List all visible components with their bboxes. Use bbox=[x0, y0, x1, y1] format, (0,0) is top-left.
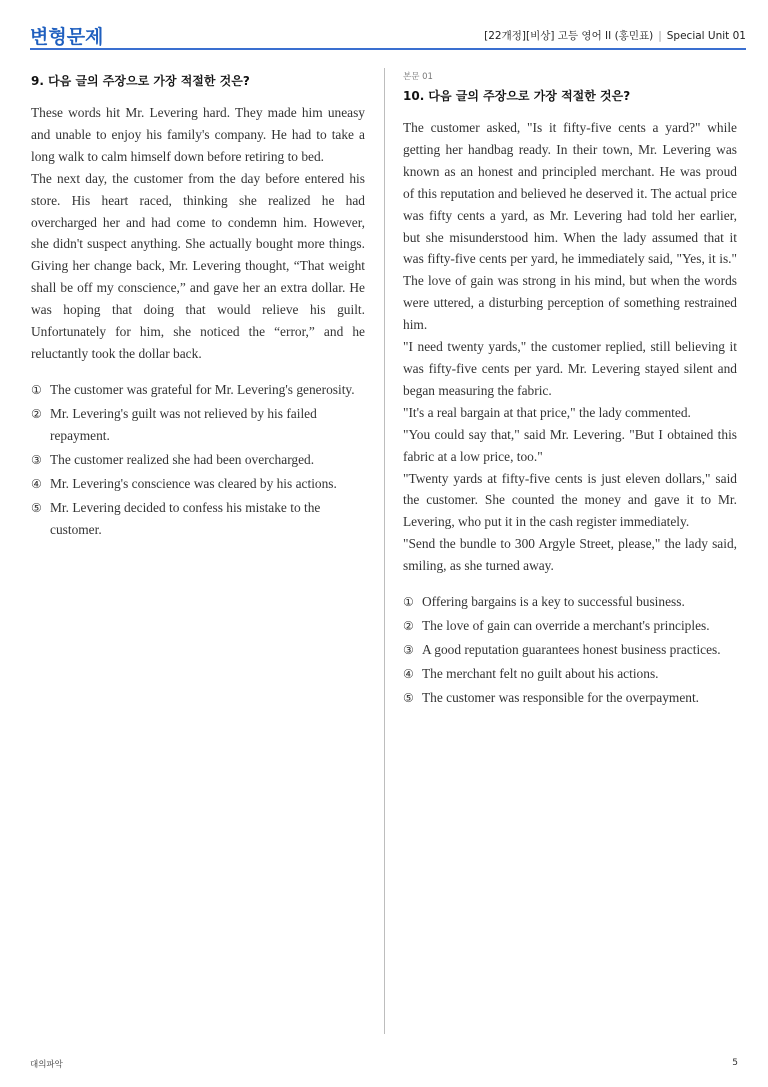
choice-number: ① bbox=[31, 382, 42, 397]
choice-number: ③ bbox=[31, 452, 42, 467]
choice-2[interactable] bbox=[31, 403, 365, 447]
passage-paragraph: "It's a real bargain at that price," the lady commented. bbox=[403, 404, 691, 420]
breadcrumb-separator: | bbox=[658, 30, 662, 42]
choice-text: Mr. Levering's conscience was cleared by his actions. bbox=[50, 475, 337, 491]
choice-number: ⑤ bbox=[403, 691, 414, 706]
choice-4[interactable] bbox=[403, 663, 737, 685]
brand-title: 변형문제 bbox=[30, 26, 104, 48]
page-number: 5 bbox=[732, 1058, 738, 1068]
question-9-passage bbox=[31, 102, 365, 365]
choice-text: Mr. Levering decided to confess his mistake to the customer. bbox=[50, 499, 321, 537]
choice-number: ② bbox=[403, 619, 414, 634]
choice-3[interactable] bbox=[31, 449, 365, 471]
passage-paragraph: These words hit Mr. Levering hard. They made him uneasy and unable to enjoy his family's company. He had to take a long walk to calm himself down before retiring to bed. bbox=[31, 105, 365, 164]
choice-3[interactable] bbox=[403, 639, 737, 661]
choice-text: A good reputation guarantees honest business practices. bbox=[422, 642, 721, 658]
choice-number: ② bbox=[31, 406, 42, 421]
question-10-choices bbox=[403, 591, 737, 709]
question-10-title: 10. 다음 글의 주장으로 가장 적절한 것은? bbox=[403, 89, 631, 103]
course-name: [22개정][비상] 고등 영어 II (홍민표) bbox=[484, 30, 654, 42]
choice-text: The customer realized she had been overcharged. bbox=[50, 451, 315, 467]
question-9-choices bbox=[31, 379, 365, 541]
column-divider bbox=[384, 68, 385, 1034]
choice-number: ④ bbox=[403, 667, 414, 682]
page-header bbox=[30, 22, 746, 48]
choice-5[interactable] bbox=[31, 497, 365, 541]
question-10 bbox=[403, 70, 737, 711]
question-9 bbox=[31, 70, 365, 543]
choice-1[interactable] bbox=[403, 591, 737, 613]
passage-paragraph: "Send the bundle to 300 Argyle Street, please," the lady said, smiling, as she turned away. bbox=[403, 536, 737, 574]
passage-paragraph: "You could say that," said Mr. Levering. "But I obtained this fabric at a low price, too." bbox=[403, 426, 737, 464]
choice-5[interactable] bbox=[403, 687, 737, 709]
footer-category: 대의파악 bbox=[30, 1060, 63, 1070]
choice-number: ① bbox=[403, 595, 414, 610]
passage-paragraph: The next day, the customer from the day before entered his store. His heart raced, thinking she realized he had overcharged her and had come to condemn him. However, she didn't suspect anything. She actually bought more things. Giving her change back, Mr. Levering thought, “That weight shall be off my conscience,” and gave her an extra dollar. He was hoping that doing that would relieve his guilt. Unfortunately for him, she noticed the “error,” and he reluctantly took the dollar back. bbox=[31, 170, 365, 361]
passage-paragraph: The customer asked, "Is it fifty-five cents a yard?" while getting her handbag ready. In their town, Mr. Levering was known as an honest and principled merchant. He was proud of this reputation and believed he deserved it. The actual price was fifty cents a yard, as Mr. Levering had told her earlier, but she misunderstood him. When the lady assumed that it was fifty-five cents per yard, he immediately said, "Yes, it is." The love of gain was strong in his mind, but when the words were uttered, a disturbing perception of something restrained him. bbox=[403, 120, 737, 333]
choice-text: Offering bargains is a key to successful business. bbox=[422, 594, 685, 610]
header-rule bbox=[30, 48, 746, 50]
unit-name: Special Unit 01 bbox=[666, 30, 746, 42]
question-9-title: 9. 다음 글의 주장으로 가장 적절한 것은? bbox=[31, 74, 250, 88]
choice-number: ③ bbox=[403, 643, 414, 658]
passage-paragraph: "Twenty yards at fifty-five cents is just eleven dollars," said the customer. She counted the money and gave it to Mr. Levering, who put it in the cash register immediately. bbox=[403, 470, 737, 530]
choice-1[interactable] bbox=[31, 379, 365, 401]
choice-number: ⑤ bbox=[31, 500, 42, 515]
choice-text: The customer was responsible for the overpayment. bbox=[422, 690, 700, 706]
course-breadcrumb bbox=[484, 28, 746, 43]
choice-text: Mr. Levering's guilt was not relieved by his failed repayment. bbox=[50, 405, 317, 443]
source-tag: 본문 01 bbox=[403, 72, 433, 82]
choice-text: The customer was grateful for Mr. Levering's generosity. bbox=[50, 381, 355, 397]
choice-4[interactable] bbox=[31, 473, 365, 495]
choice-number: ④ bbox=[31, 476, 42, 491]
passage-paragraph: "I need twenty yards," the customer replied, still believing it was fifty-five cents per yard. Mr. Levering stayed silent and began measuring the fabric. bbox=[403, 339, 737, 398]
choice-2[interactable] bbox=[403, 615, 737, 637]
question-10-passage bbox=[403, 117, 737, 577]
choice-text: The merchant felt no guilt about his actions. bbox=[422, 666, 659, 682]
choice-text: The love of gain can override a merchant's principles. bbox=[422, 618, 710, 634]
